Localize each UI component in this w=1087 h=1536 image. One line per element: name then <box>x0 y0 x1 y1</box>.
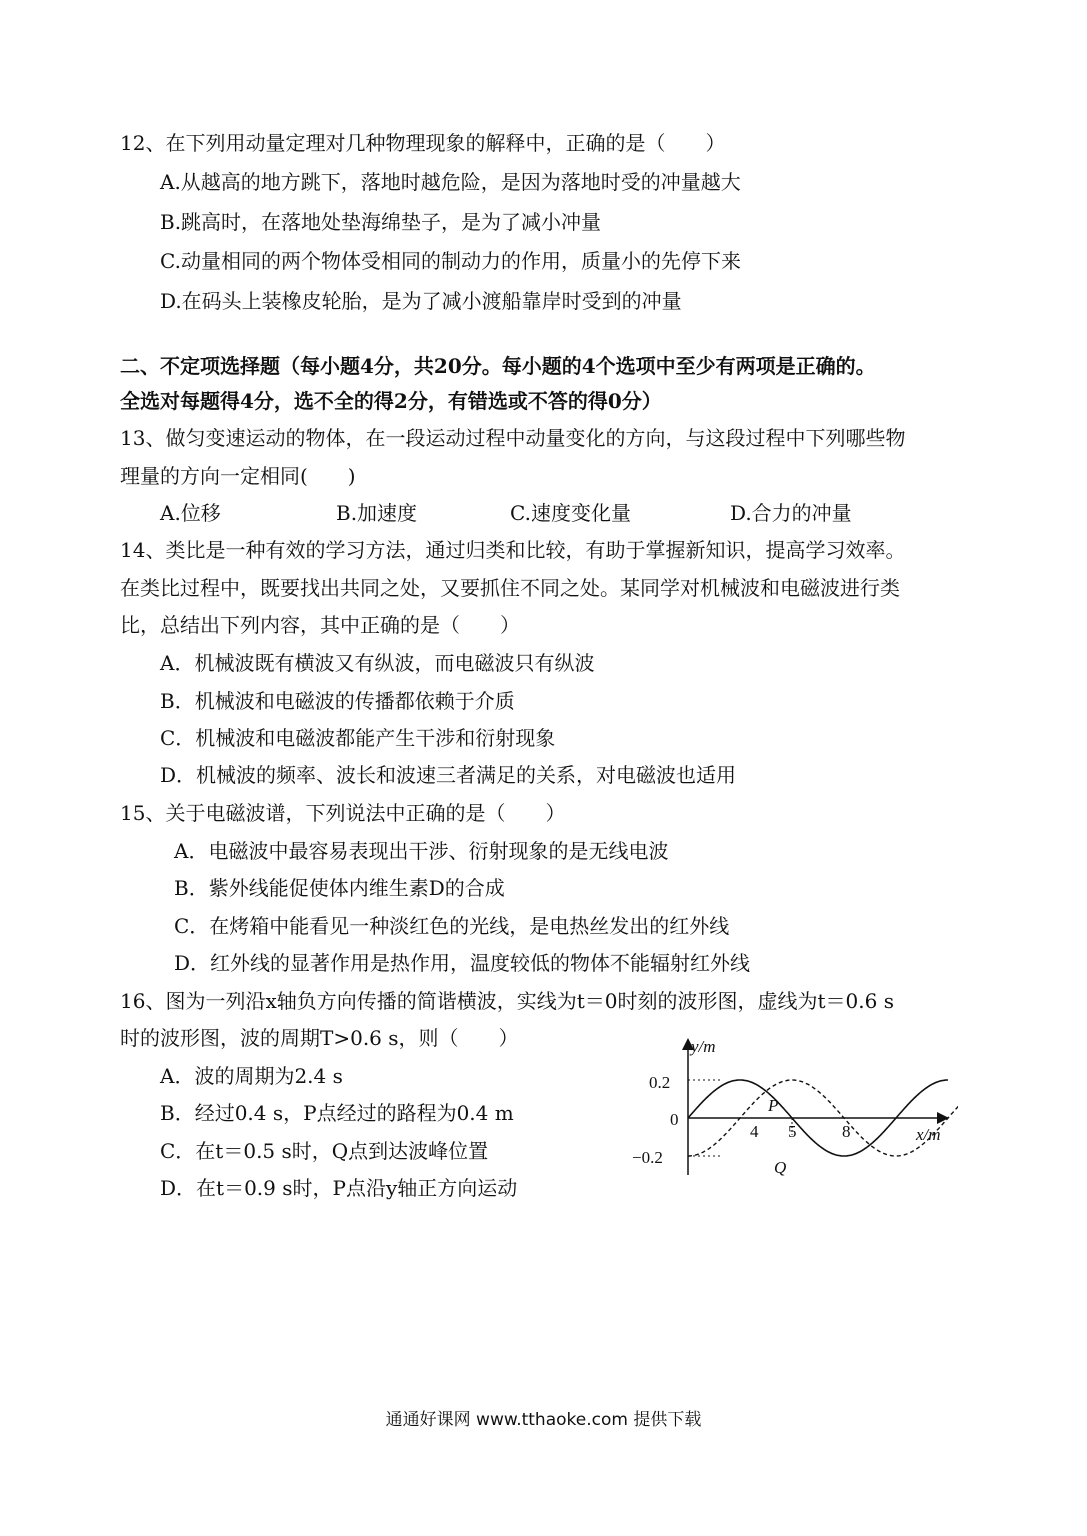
y-axis-label: y/m <box>691 1037 716 1056</box>
q12-option-b: B.跳高时，在落地处垫海绵垫子，是为了减小冲量 <box>160 210 602 234</box>
q12-option-a: A.从越高的地方跳下，落地时越危险，是因为落地时受的冲量越大 <box>160 170 741 194</box>
q13-option-a: A.位移 <box>160 501 221 525</box>
y-tick-top-label: 0.2 <box>649 1073 671 1092</box>
y-tick-bottom-label: −0.2 <box>632 1148 663 1167</box>
q14-option-d: D．机械波的频率、波长和波速三者满足的关系，对电磁波也适用 <box>160 763 737 787</box>
q14-option-c: C．机械波和电磁波都能产生干涉和衍射现象 <box>160 726 556 750</box>
x-axis-label: x/m <box>916 1125 941 1144</box>
q15-option-b: B．紫外线能促使体内维生素D的合成 <box>174 876 505 900</box>
q13-option-c: C.速度变化量 <box>510 501 631 525</box>
point-q-label: Q <box>774 1158 787 1177</box>
q15-option-d: D．红外线的显著作用是热作用，温度较低的物体不能辐射红外线 <box>174 951 751 975</box>
q16-option-a: A．波的周期为2.4 s <box>160 1064 343 1088</box>
q16-option-c: C．在t＝0.5 s时，Q点到达波峰位置 <box>160 1139 489 1163</box>
wave-figure <box>628 1033 958 1183</box>
q13-stem-line2: 理量的方向一定相同( ) <box>120 464 356 488</box>
q14-option-a: A．机械波既有横波又有纵波，而电磁波只有纵波 <box>160 651 595 675</box>
q12-option-c: C.动量相同的两个物体受相同的制动力的作用，质量小的先停下来 <box>160 249 741 273</box>
q13-option-d: D.合力的冲量 <box>730 501 852 525</box>
q12-option-d: D.在码头上装橡皮轮胎，是为了减小渡船靠岸时受到的冲量 <box>160 289 682 313</box>
q16-stem-line1: 16、图为一列沿x轴负方向传播的简谐横波，实线为t＝0时刻的波形图，虚线为t＝0.6 s <box>120 989 894 1013</box>
section2-heading-line2: 全选对每题得4分，选不全的得2分，有错选或不答的得0分） <box>120 389 662 413</box>
x-tick-8-label: 8 <box>842 1122 851 1141</box>
page-footer: 通通好课网 www.tthaoke.com 提供下载 <box>385 1410 702 1430</box>
point-p-label: P <box>768 1096 779 1115</box>
q14-stem-line2: 在类比过程中，既要找出共同之处，又要抓住不同之处。某同学对机械波和电磁波进行类 <box>120 576 900 600</box>
x-tick-4-label: 4 <box>750 1122 759 1141</box>
q14-stem-line1: 14、类比是一种有效的学习方法，通过归类和比较，有助于掌握新知识，提高学习效率。 <box>120 538 906 562</box>
q15-option-a: A．电磁波中最容易表现出干涉、衍射现象的是无线电波 <box>174 839 669 863</box>
q15-option-c: C．在烤箱中能看见一种淡红色的光线，是电热丝发出的红外线 <box>174 914 730 938</box>
q16-option-b: B．经过0.4 s，P点经过的路程为0.4 m <box>160 1101 514 1125</box>
q15-stem: 15、关于电磁波谱，下列说法中正确的是（ ） <box>120 801 566 825</box>
q16-option-d: D．在t＝0.9 s时，P点沿y轴正方向运动 <box>160 1176 518 1200</box>
q16-stem-line2: 时的波形图，波的周期T>0.6 s，则（ ） <box>120 1026 519 1050</box>
q14-stem-line3: 比，总结出下列内容，其中正确的是（ ） <box>120 613 520 637</box>
x-tick-5-label: 5 <box>788 1122 797 1141</box>
section2-heading-line1: 二、不定项选择题（每小题4分，共20分。每小题的4个选项中至少有两项是正确的。 <box>120 354 876 378</box>
origin-label: 0 <box>670 1110 679 1129</box>
q13-option-b: B.加速度 <box>336 501 418 525</box>
q13-stem-line1: 13、做匀变速运动的物体，在一段运动过程中动量变化的方向，与这段过程中下列哪些物 <box>120 426 906 450</box>
q14-option-b: B．机械波和电磁波的传播都依赖于介质 <box>160 689 515 713</box>
q12-stem: 12、在下列用动量定理对几种物理现象的解释中，正确的是（ ） <box>120 131 726 155</box>
